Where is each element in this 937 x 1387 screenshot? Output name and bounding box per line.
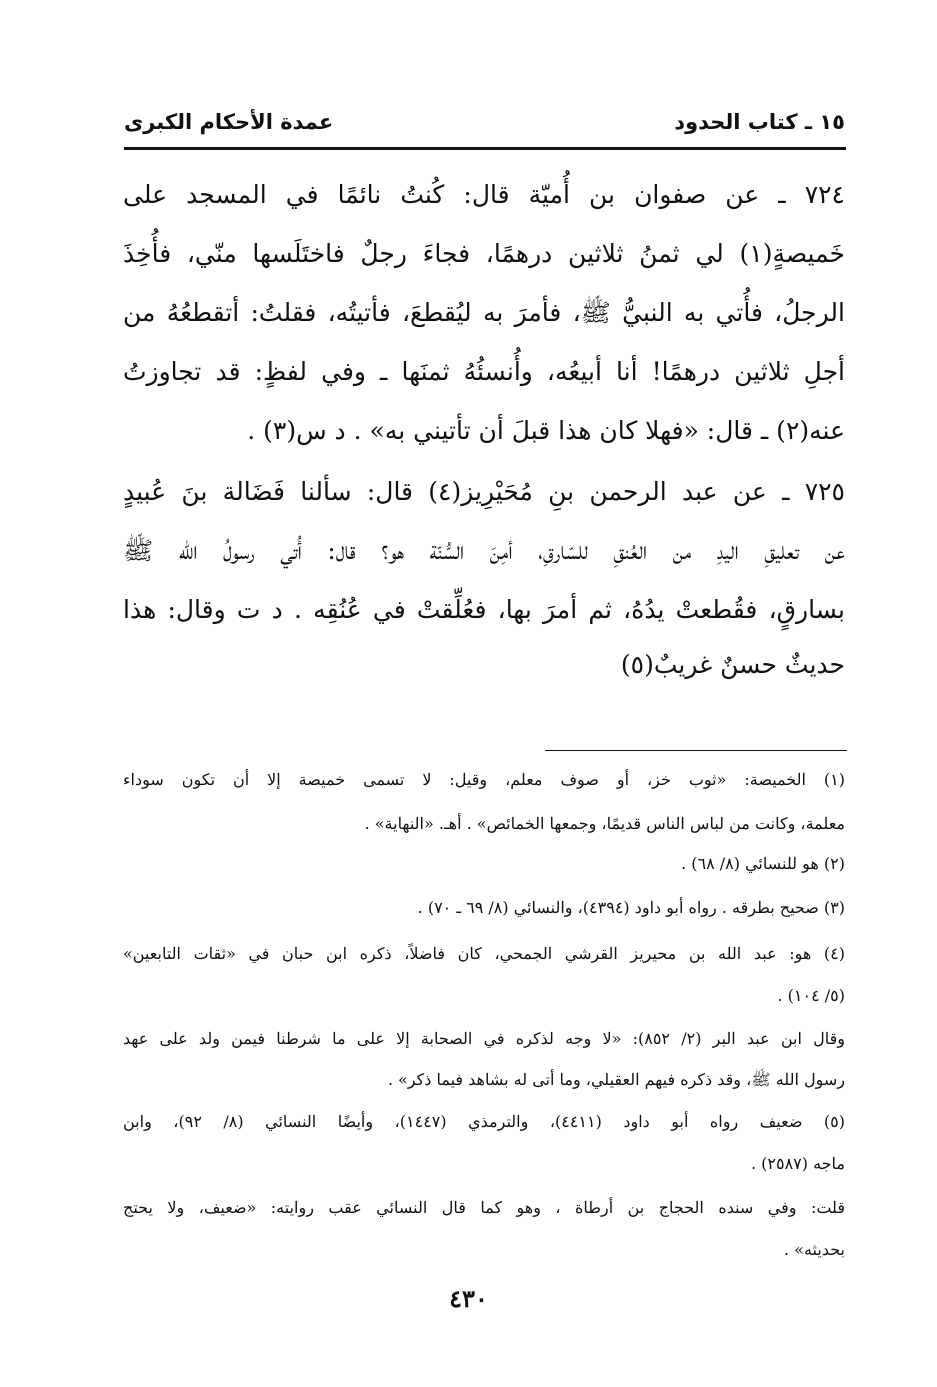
hadith-724-line-1: ٧٢٤ ـ عن صفوان بن أُميّة قال: كُنتُ نائمًا في المسجد على bbox=[123, 180, 845, 209]
hadith-724-line-4: أجلِ ثلاثين درهمًا! أنا أبيعُه، وأُنسئُهُ ثمنَها ـ وفي لفظٍ: قد تجاوزتُ bbox=[123, 357, 845, 386]
footnote-5-line-3: قلت: وفي سنده الحجاج بن أرطاة ، وهو كما قال النسائي عقب روايته: «ضعيف، ولا يحتج bbox=[123, 1198, 845, 1217]
header-rule bbox=[124, 147, 846, 150]
hadith-724-line-3: الرجلُ، فأُتي به النبيُّ ﷺ، فأمرَ به ليُقطعَ، فأتيتُه، فقلتُ: أتقطعُهُ من bbox=[123, 298, 845, 327]
hadith-725-line-3: بسارقٍ، فقُطعتْ يدُهُ، ثم أمرَ بها، فعُلِّقتْ في عُنُقِه . د ت وقال: هذا bbox=[123, 595, 845, 624]
footnote-3: (٣) صحيح بطرقه . رواه أبو داود (٤٣٩٤)، والنسائي (٨/ ٦٩ ـ ٧٠) . bbox=[417, 898, 845, 917]
footnote-2: (٢) هو للنسائي (٨/ ٦٨) . bbox=[681, 854, 845, 873]
footnote-4-line-2: (٥/ ١٠٤) . bbox=[777, 986, 845, 1005]
page-number: ٤٣٠ bbox=[449, 1284, 488, 1313]
footnote-4-line-1: (٤) هو: عبد الله بن محيريز القرشي الجمحي، كان فاضلاً، ذكره ابن حبان في «ثقات التابعين» bbox=[123, 944, 845, 963]
book-title: عمدة الأحكام الكبرى bbox=[124, 110, 334, 134]
footnote-1-line-1: (١) الخميصة: «ثوب خز، أو صوف معلم، وقيل: لا تسمى خميصة إلا أن تكون سوداء bbox=[123, 770, 845, 789]
chapter-title: ١٥ ـ كتاب الحدود bbox=[674, 110, 845, 134]
footnote-5-line-2: ماجه (٢٥٨٧) . bbox=[750, 1154, 845, 1173]
hadith-725-line-2: عن تعليقِ اليدِ من العُنقِ للسّارقِ، أمِنَ السُّنّة هو؟ قال: أُتي رسولُ الله ﷺ bbox=[123, 536, 845, 565]
hadith-724-line-2: خَميصةٍ(١) لي ثمنُ ثلاثين درهمًا، فجاءَ رجلٌ فاختَلَسها منّي، فأُخِذَ bbox=[123, 239, 845, 268]
hadith-725-line-4: حديثٌ حسنٌ غريبٌ(٥) bbox=[620, 650, 845, 679]
footnote-5-line-1: (٥) ضعيف رواه أبو داود (٤٤١١)، والترمذي (١٤٤٧)، وأيضًا النسائي (٨/ ٩٢)، وابن bbox=[123, 1112, 845, 1131]
footnote-4-line-4: رسول الله ﷺ، وقد ذكره فيهم العقيلي، وما أتى له بشاهد فيما ذكر» . bbox=[387, 1070, 845, 1089]
footnote-4-line-3: وقال ابن عبد البر (٢/ ٨٥٢): «لا وجه لذكره في الصحابة إلا على ما شرطنا فيمن ولد على عهد bbox=[123, 1029, 845, 1048]
hadith-724-line-5: عنه(٢) ـ قال: «فهلا كان هذا قبلَ أن تأتيني به» . د س(٣) . bbox=[247, 416, 845, 445]
footnote-1-line-2: معلمة، وكانت من لباس الناس قديمًا، وجمعها الخمائص» . أهـ. «النهاية» . bbox=[364, 814, 845, 833]
hadith-725-line-1: ٧٢٥ ـ عن عبد الرحمن بنِ مُحَيْرِيز(٤) قال: سألنا فَضَالة بنَ عُبيدٍ bbox=[123, 477, 845, 506]
footnote-5-line-4: بحديثه» . bbox=[784, 1240, 845, 1259]
footnote-rule bbox=[545, 750, 847, 751]
